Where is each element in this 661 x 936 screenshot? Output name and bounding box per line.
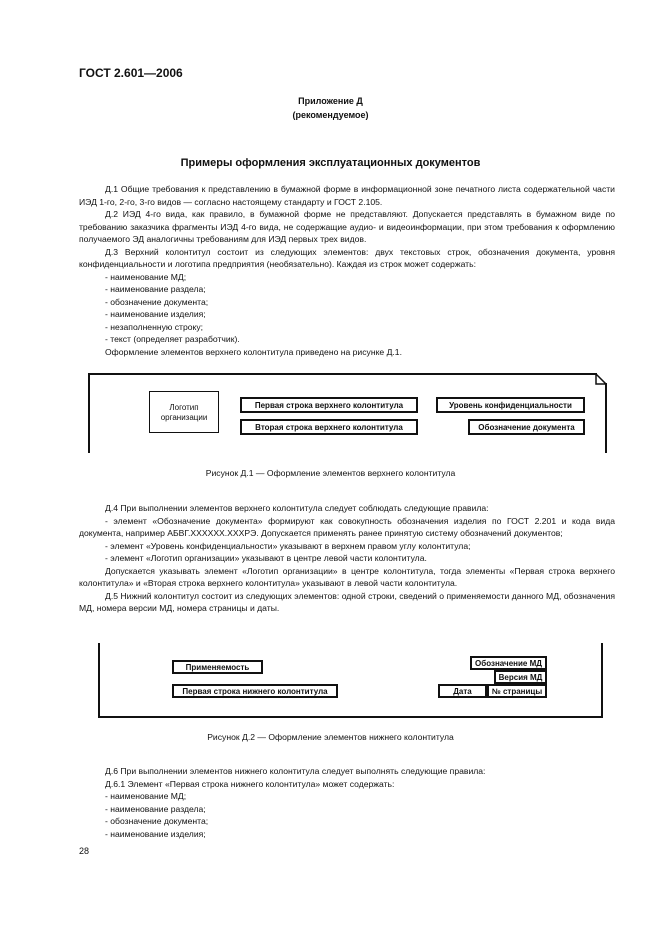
paragraph-d3: Д.3 Верхний колонтитул состоит из следующих элементов: двух текстовых строк, обозначения документа, уровня конфиденциальности и логотипа предприятия (необязательно). Каждая из строк может содержать: <box>79 246 615 269</box>
paragraph-d4: Д.4 При выполнении элементов верхнего колонтитула следует соблюдать следующие правила: <box>105 503 489 513</box>
text-block-2 <box>79 502 615 615</box>
text-block-1 <box>79 183 615 358</box>
header-line2-box: Вторая строка верхнего колонтитула <box>240 419 418 435</box>
md-version-box: Версия МД <box>494 670 547 684</box>
list-item: - незаполненную строку; <box>105 321 204 332</box>
list-item: - обозначение документа; <box>105 816 209 826</box>
list-item: - текст (определяет разработчик). <box>105 334 240 344</box>
paragraph-allowed: Допускается указывать элемент «Логотип организации» в центре колонтитула, тогда элементы «Первая строка верхнего колонтитула» и «Вторая строка верхнего колонтитула» указывают в левой части колонтитула. <box>79 565 615 588</box>
date-box: Дата <box>438 684 487 698</box>
logo-box: Логотип организации <box>149 391 219 433</box>
figure-d2-caption: Рисунок Д.2 — Оформление элементов нижнего колонтитула <box>207 732 454 742</box>
list-item: - наименование МД; <box>105 791 187 801</box>
text-block-3 <box>79 765 615 840</box>
paragraph-d2: Д.2 ИЭД 4-го вида, как правило, в бумажной форме не представляют. Допускается представлять в бумажном виде по требованию заказчика фрагменты ИЭД 4-го вида, не содержащие аудио- и видеоинформации, при этом требования к оформлению получаемого ЭД аналогичны требованиям для ИЭД первых трех видов. <box>79 209 615 244</box>
header-line1-box: Первая строка верхнего колонтитула <box>240 397 418 413</box>
confidentiality-box: Уровень конфиденциальности <box>436 397 585 413</box>
list-item: - наименование раздела; <box>105 284 206 294</box>
figure-d2 <box>98 643 603 718</box>
paragraph-d6: Д.6 При выполнении элементов нижнего колонтитула следует выполнять следующие правила: <box>105 766 486 776</box>
list-item: - наименование изделия; <box>105 828 206 839</box>
paragraph-d1: Д.1 Общие требования к представлению в бумажной форме в информационной зоне печатного листа содержательной части ИЭД 1-го, 2-го, 3-го видов — согласно настоящему стандарту и ГОСТ 2.105. <box>79 184 615 207</box>
applicability-box: Применяемость <box>172 660 263 674</box>
frame-bottom-edge <box>98 716 603 718</box>
appendix-subtitle: (рекомендуемое) <box>292 110 369 120</box>
rule-item: - элемент «Уровень конфиденциальности» указывают в верхнем правом углу колонтитула; <box>105 540 471 551</box>
frame-right-edge <box>605 383 607 453</box>
paragraph-d6-1: Д.6.1 Элемент «Первая строка нижнего колонтитула» может содержать: <box>105 778 395 789</box>
frame-top-edge <box>88 373 597 375</box>
folded-corner-icon <box>595 373 607 385</box>
paragraph-d5: Д.5 Нижний колонтитул состоит из следующих элементов: одной строки, сведений о применяемости данного МД, обозначения МД, номера версии МД, номера страницы и даты. <box>79 590 615 613</box>
page-number-box: № страницы <box>487 684 547 698</box>
figure-d1 <box>88 373 607 453</box>
paragraph-figure-ref: Оформление элементов верхнего колонтитула приведено на рисунке Д.1. <box>105 346 402 357</box>
figure-d1-caption: Рисунок Д.1 — Оформление элементов верхнего колонтитула <box>205 468 456 478</box>
md-designation-box: Обозначение МД <box>470 656 547 670</box>
list-item: - наименование МД; <box>105 271 187 282</box>
page-number: 28 <box>79 846 90 856</box>
section-title: Примеры оформления эксплуатационных документов <box>180 157 481 169</box>
appendix-title: Приложение Д <box>298 96 363 106</box>
list-item: - наименование изделия; <box>105 309 206 319</box>
document-header: ГОСТ 2.601—2006 <box>79 66 183 80</box>
rule-item: - элемент «Обозначение документа» формируют как совокупность обозначения изделия по ГОСТ 2.201 и кода вида документа, например АБВГ.XXXXXX.XXXРЭ. Допускается применять ранее принятую систему обозначений документов; <box>79 515 615 538</box>
designation-box: Обозначение документа <box>468 419 585 435</box>
list-item: - наименование раздела; <box>105 803 206 814</box>
frame-left-edge <box>98 643 100 718</box>
list-item: - обозначение документа; <box>105 296 209 307</box>
frame-left-edge <box>88 373 90 453</box>
rule-item: - элемент «Логотип организации» указывают в центре левой части колонтитула. <box>105 553 427 563</box>
footer-line1-box: Первая строка нижнего колонтитула <box>172 684 338 698</box>
frame-right-edge <box>601 643 603 718</box>
